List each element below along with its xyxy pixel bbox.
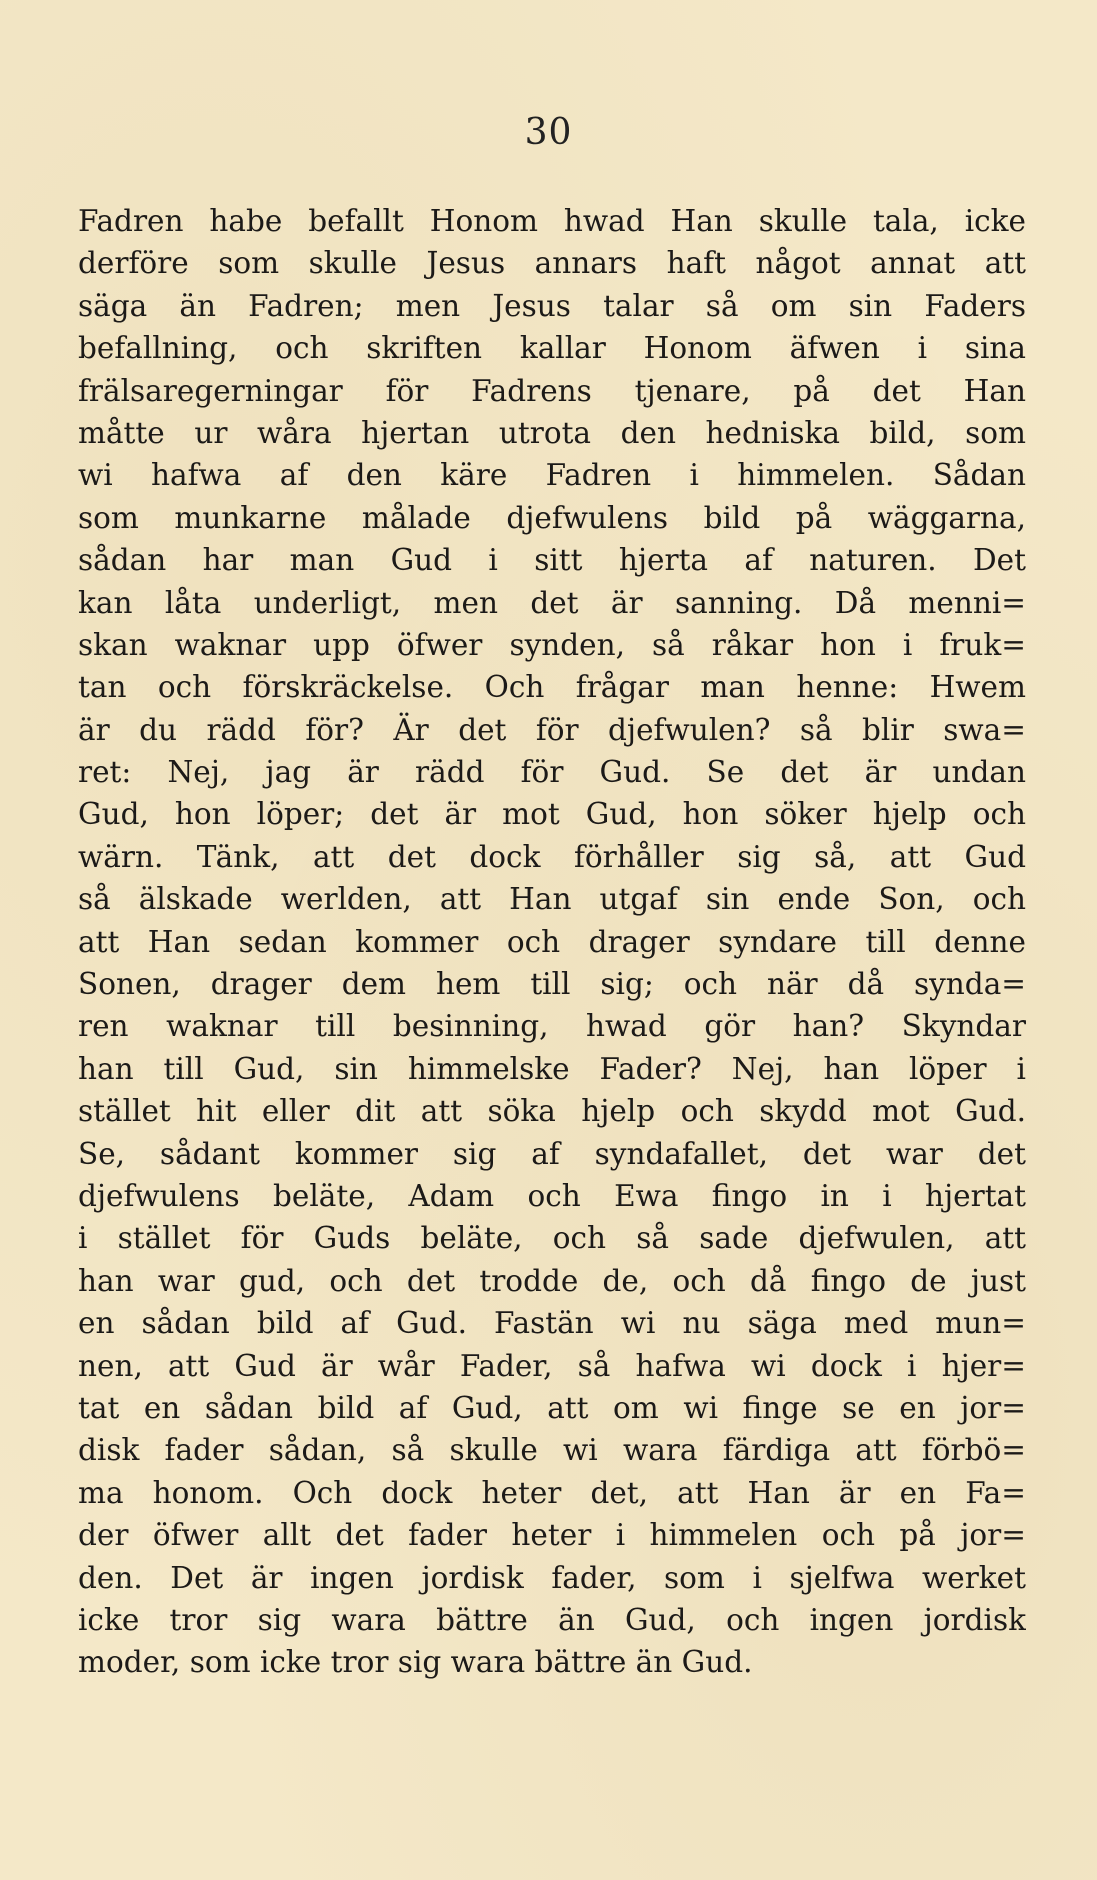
- text-line: som munkarne målade djefwulens bild på wäggarna,: [78, 500, 1026, 535]
- text-line: en sådan bild af Gud. Fastän wi nu säga med mun=: [78, 1306, 1026, 1341]
- text-line: Fadren habe befallt Honom hwad Han skulle tala, icke: [78, 204, 1026, 238]
- body-text: [78, 200, 1026, 1684]
- text-line: sådan har man Gud i sitt hjerta af naturen. Det: [78, 543, 1026, 578]
- text-line: den. Det är ingen jordisk fader, som i sjelfwa werket: [78, 1560, 1026, 1595]
- text-line: kan låta underligt, men det är sanning. Då menni=: [78, 585, 1026, 620]
- text-line: disk fader sådan, så skulle wi wara färdiga att förbö=: [78, 1433, 1026, 1468]
- text-line: djefwulens beläte, Adam och Ewa fingo in i hjertat: [78, 1178, 1026, 1213]
- text-line: Gud, hon löper; det är mot Gud, hon söker hjelp och: [78, 797, 1026, 832]
- text-line: ren waknar till besinning, hwad gör han? Skyndar: [78, 1009, 1026, 1044]
- page-number: 30: [524, 112, 573, 153]
- text-line: icke tror sig wara bättre än Gud, och ingen jordisk: [78, 1602, 1026, 1637]
- text-line: derföre som skulle Jesus annars haft något annat att: [78, 246, 1026, 281]
- text-line: wärn. Tänk, att det dock förhåller sig så, att Gud: [78, 839, 1026, 874]
- text-line: nen, att Gud är wår Fader, så hafwa wi dock i hjer=: [78, 1348, 1026, 1383]
- text-line: Se, sådant kommer sig af syndafallet, det war det: [78, 1136, 1026, 1171]
- text-line: ma honom. Och dock heter det, att Han är en Fa=: [78, 1475, 1026, 1510]
- text-line: han till Gud, sin himmelske Fader? Nej, han löper i: [78, 1051, 1026, 1086]
- text-line: han war gud, och det trodde de, och då fingo de just: [78, 1263, 1026, 1298]
- text-line: ret: Nej, jag är rädd för Gud. Se det är undan: [78, 755, 1026, 790]
- text-line: att Han sedan kommer och drager syndare till denne: [78, 924, 1026, 959]
- text-line: stället hit eller dit att söka hjelp och skydd mot Gud.: [78, 1094, 1026, 1129]
- text-line: moder, som icke tror sig wara bättre än Gud.: [78, 1645, 753, 1680]
- text-line: skan waknar upp öfwer synden, så råkar hon i fruk=: [78, 627, 1026, 662]
- text-line: är du rädd för? Är det för djefwulen? så blir swa=: [78, 712, 1026, 747]
- text-line: i stället för Guds beläte, och så sade djefwulen, att: [78, 1221, 1026, 1256]
- text-line: wi hafwa af den käre Fadren i himmelen. Sådan: [78, 458, 1026, 493]
- text-line: måtte ur wåra hjertan utrota den hedniska bild, som: [78, 415, 1026, 450]
- text-line: tan och förskräckelse. Och frågar man henne: Hwem: [78, 670, 1026, 705]
- text-line: tat en sådan bild af Gud, att om wi finge se en jor=: [78, 1390, 1026, 1425]
- text-line: säga än Fadren; men Jesus talar så om sin Faders: [78, 288, 1026, 323]
- text-line: der öfwer allt det fader heter i himmelen och på jor=: [78, 1518, 1026, 1553]
- text-line: Sonen, drager dem hem till sig; och när då synda=: [78, 967, 1026, 1002]
- text-line: så älskade werlden, att Han utgaf sin ende Son, och: [78, 882, 1026, 917]
- text-line: befallning, och skriften kallar Honom äfwen i sina: [78, 331, 1026, 366]
- text-line: frälsaregerningar för Fadrens tjenare, på det Han: [78, 373, 1026, 408]
